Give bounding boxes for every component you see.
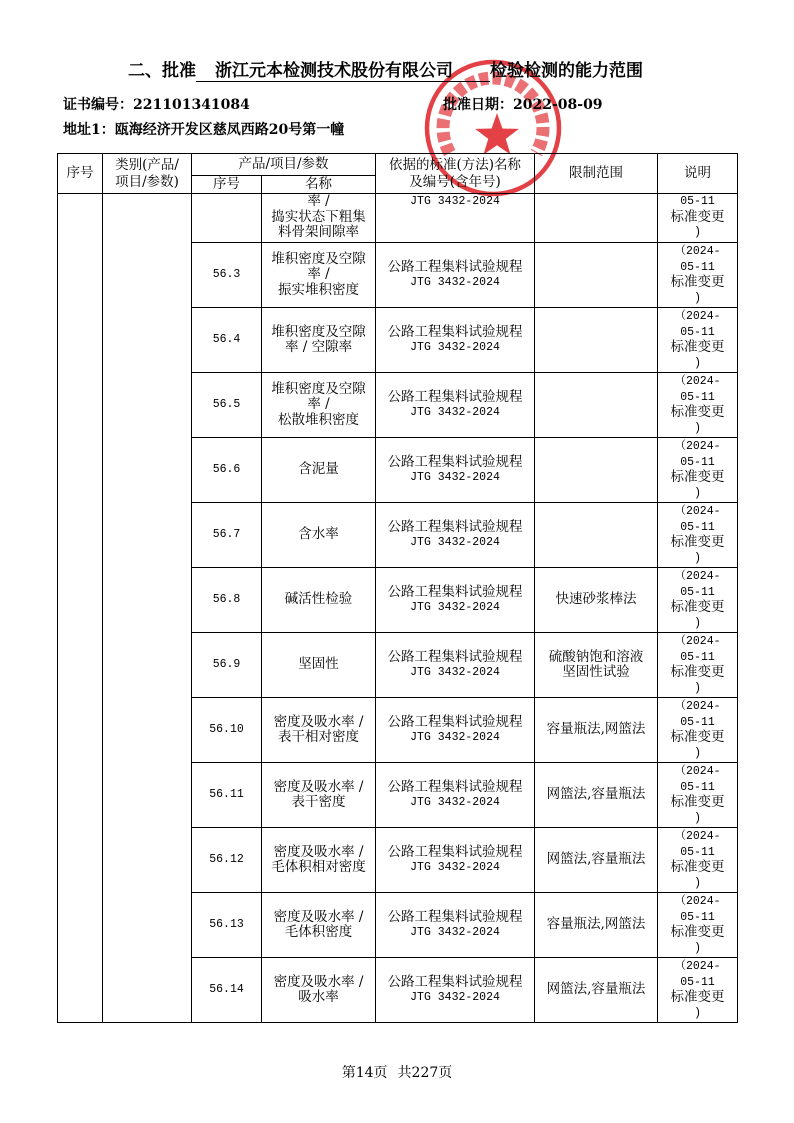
limit-cell (535, 373, 658, 438)
note-line: 标准变更 (670, 534, 725, 550)
header-category (103, 154, 192, 194)
note-cell (658, 893, 738, 958)
seal-lettering (443, 78, 543, 153)
note-line: 05-11 (680, 585, 715, 599)
title-prefix: 二、批准 (128, 61, 196, 81)
item-seq-cell (192, 828, 262, 893)
item-name-line: 吸水率 (298, 989, 339, 1005)
table-header (58, 154, 738, 194)
note-line: （2024- (674, 895, 721, 908)
note-line: 标准变更 (670, 859, 725, 875)
note-cell (658, 698, 738, 763)
note-cell (658, 633, 738, 698)
page-total: 共227页 (397, 1065, 453, 1081)
item-name-line: 毛体积密度 (284, 924, 353, 940)
item-name-line: 坚固性 (298, 656, 339, 673)
note-line: 标准变更 (670, 339, 725, 355)
note-line: 05-11 (680, 715, 715, 729)
header-item-seq: 序号 (192, 176, 262, 194)
item-seq-line: 56.12 (209, 853, 244, 867)
standard-cell (376, 243, 535, 308)
item-name-line: 松散堆积密度 (278, 411, 359, 428)
note-line: （2024- (674, 505, 721, 518)
standard-cell (376, 633, 535, 698)
item-name-cell (262, 958, 376, 1023)
standard-cell (376, 763, 535, 828)
note-line: 05-11 (680, 975, 715, 989)
item-name-cell (262, 243, 376, 308)
standard-line: JTG 3432-2024 (410, 926, 500, 939)
item-seq-line: 56.5 (212, 398, 241, 412)
note-line: （2024- (674, 765, 721, 778)
header-seq: 序号 (58, 154, 103, 194)
standard-line: JTG 3432-2024 (410, 406, 500, 419)
item-seq-line: 56.7 (212, 528, 241, 542)
item-name-line: 振实堆积密度 (278, 281, 359, 298)
note-line: ) (694, 876, 701, 890)
note-cell (658, 568, 738, 633)
limit-cell (535, 698, 658, 763)
item-name-cell (262, 633, 376, 698)
standard-cell (376, 568, 535, 633)
note-line: （2024- (674, 310, 721, 323)
standard-cell (376, 503, 535, 568)
page-title (128, 60, 643, 82)
standard-cell (376, 308, 535, 373)
item-name-line: 堆积密度及空隙 (271, 380, 366, 397)
standard-line: JTG 3432-2024 (410, 861, 500, 874)
standard-line: 公路工程集料试验规程 (387, 973, 523, 990)
note-line: 05-11 (680, 390, 715, 404)
limit-cell (535, 958, 658, 1023)
limit-cell (535, 893, 658, 958)
note-line: （2024- (674, 245, 721, 258)
limit-line: 硫酸钠饱和溶液 (548, 648, 644, 665)
standard-cell (376, 438, 535, 503)
standard-line: 公路工程集料试验规程 (387, 908, 523, 925)
address-value: 瓯海经济开发区慈凤西路20号第一幢 (114, 122, 345, 138)
note-line: ) (694, 941, 701, 955)
standard-line: 公路工程集料试验规程 (387, 583, 523, 600)
limit-cell (535, 308, 658, 373)
item-name-line: 碱活性检验 (284, 591, 353, 608)
item-seq-cell (192, 568, 262, 633)
header-standard-line: 依据的标准(方法)名称 (388, 156, 522, 173)
item-name-cell (262, 893, 376, 958)
note-line: ) (694, 551, 701, 565)
limit-cell (535, 633, 658, 698)
note-line: 05-11 (680, 650, 715, 664)
note-line: 标准变更 (670, 989, 725, 1005)
item-seq-cell (192, 438, 262, 503)
standard-cell (376, 373, 535, 438)
note-line: （2024- (674, 830, 721, 843)
note-line: （2024- (674, 440, 721, 453)
note-line: ) (694, 811, 701, 825)
note-line: 05-11 (680, 455, 715, 469)
item-name-cell (262, 698, 376, 763)
header-category-line: 类别(产品/ (115, 156, 179, 173)
standard-line: 公路工程集料试验规程 (387, 713, 523, 730)
item-name-line: 密度及吸水率 / (273, 778, 364, 795)
limit-line: 网篮法,容量瓶法 (546, 981, 646, 998)
note-line: 05-11 (680, 520, 715, 534)
standard-cell (376, 698, 535, 763)
item-seq-line: 56.14 (209, 983, 244, 997)
group-category-cell (103, 194, 192, 1023)
item-seq-line: 56.4 (212, 333, 241, 347)
header-limit: 限制范围 (535, 154, 658, 194)
note-line: 05-11 (680, 260, 715, 274)
note-line: ) (694, 681, 701, 695)
item-name-cell (262, 568, 376, 633)
note-cell (658, 958, 738, 1023)
note-line: （2024- (674, 375, 721, 388)
standard-line: JTG 3432-2024 (410, 195, 500, 208)
note-line: 标准变更 (670, 208, 725, 225)
note-line: 05-11 (680, 325, 715, 339)
standard-line: 公路工程集料试验规程 (387, 388, 523, 405)
note-line: 05-11 (680, 910, 715, 924)
item-name-line: 表干相对密度 (278, 729, 359, 745)
page-footer (0, 1064, 794, 1082)
standard-cell (376, 958, 535, 1023)
item-name-line: 堆积密度及空隙 (271, 323, 366, 340)
item-seq-line: 56.11 (209, 788, 244, 802)
note-line: （2024- (674, 635, 721, 648)
item-seq-line: 56.9 (212, 658, 241, 672)
standard-line: 公路工程集料试验规程 (387, 518, 523, 535)
standard-line: JTG 3432-2024 (410, 601, 500, 614)
note-line: 标准变更 (670, 599, 725, 615)
item-name-line: 密度及吸水率 / (273, 908, 364, 925)
note-cell (658, 828, 738, 893)
address (63, 121, 344, 139)
limit-cell (535, 503, 658, 568)
note-line: 标准变更 (670, 274, 725, 290)
item-name-line: 料骨架间隙率 (278, 224, 359, 240)
note-line: ) (694, 1006, 701, 1020)
standard-line: JTG 3432-2024 (410, 731, 500, 744)
item-name-cell (262, 373, 376, 438)
limit-line: 坚固性试验 (562, 664, 630, 680)
limit-line: 容量瓶法,网篮法 (546, 721, 646, 738)
item-name-line: 含水率 (298, 526, 339, 543)
item-seq-line: 56.3 (212, 268, 241, 282)
note-cell (658, 503, 738, 568)
note-line: （2024- (674, 960, 721, 973)
address-label: 地址1： (63, 122, 115, 138)
limit-cell (535, 194, 658, 243)
note-line: 05-11 (680, 780, 715, 794)
certificate-number-label: 证书编号： (63, 97, 133, 113)
note-line: 标准变更 (670, 924, 725, 940)
item-seq-cell (192, 308, 262, 373)
item-name-line: 率 / (307, 396, 330, 413)
item-name-line: 密度及吸水率 / (273, 843, 364, 860)
note-cell (658, 438, 738, 503)
limit-cell (535, 243, 658, 308)
item-seq-cell (192, 503, 262, 568)
limit-line: 网篮法,容量瓶法 (546, 851, 646, 868)
note-line: ) (694, 486, 701, 500)
approval-date (443, 96, 603, 114)
item-seq-line: 56.13 (209, 918, 244, 932)
note-cell (658, 308, 738, 373)
note-line: ) (694, 356, 701, 370)
standard-cell (376, 828, 535, 893)
note-line: （2024- (674, 700, 721, 713)
note-line: （2024- (674, 570, 721, 583)
item-seq-cell (192, 763, 262, 828)
note-line: 标准变更 (670, 794, 725, 810)
item-name-line: 率 / (307, 266, 330, 283)
note-cell (658, 243, 738, 308)
approval-date-value: 2022-08-09 (513, 97, 603, 113)
header-category-line: 项目/参数) (115, 173, 179, 190)
item-seq-cell (192, 893, 262, 958)
certificate-number-value: 221101341084 (133, 97, 250, 113)
header-standard (376, 154, 535, 194)
item-name-cell (262, 308, 376, 373)
note-line: ) (694, 226, 701, 239)
item-name-line: 率 / (307, 193, 330, 209)
item-name-line: 密度及吸水率 / (273, 713, 364, 730)
standard-line: 公路工程集料试验规程 (387, 258, 523, 275)
standard-line: JTG 3432-2024 (410, 536, 500, 549)
table-row (58, 194, 738, 243)
item-name-line: 含泥量 (298, 461, 339, 478)
header-standard-line: 及编号(含年号) (409, 173, 501, 190)
limit-cell (535, 438, 658, 503)
item-seq-cell (192, 958, 262, 1023)
note-line: 标准变更 (670, 729, 725, 745)
note-line: 标准变更 (670, 469, 725, 485)
standard-cell (376, 893, 535, 958)
header-row (58, 154, 738, 176)
item-name-line: 捣实状态下粗集 (271, 208, 366, 225)
note-line: 标准变更 (670, 404, 725, 420)
standard-line: 公路工程集料试验规程 (387, 648, 523, 665)
page-number: 第14页 (341, 1065, 388, 1081)
note-line: ) (694, 421, 701, 435)
item-name-cell (262, 194, 376, 243)
item-seq-cell (192, 698, 262, 763)
standard-line: JTG 3432-2024 (410, 666, 500, 679)
item-seq-cell (192, 194, 262, 243)
item-name-line: 表干密度 (291, 794, 346, 810)
limit-line: 快速砂浆棒法 (555, 591, 637, 608)
capability-table (57, 153, 738, 1023)
header-note: 说明 (658, 154, 738, 194)
company-name: 浙江元本检测技术股份有限公司 (196, 61, 490, 82)
item-name-cell (262, 438, 376, 503)
standard-line: JTG 3432-2024 (410, 796, 500, 809)
note-cell (658, 373, 738, 438)
item-seq-line: 56.8 (212, 593, 241, 607)
note-line: 05-11 (680, 195, 715, 208)
limit-cell (535, 828, 658, 893)
item-seq-line: 56.10 (209, 723, 244, 737)
standard-line: JTG 3432-2024 (410, 471, 500, 484)
standard-line: 公路工程集料试验规程 (387, 843, 523, 860)
standard-line: 公路工程集料试验规程 (387, 453, 523, 470)
item-seq-cell (192, 373, 262, 438)
standard-line: JTG 3432-2024 (410, 276, 500, 289)
seal-star-icon (475, 113, 519, 155)
note-line: 标准变更 (670, 664, 725, 680)
item-seq-line: 56.6 (212, 463, 241, 477)
standard-line: JTG 3432-2024 (410, 341, 500, 354)
standard-line: 公路工程集料试验规程 (387, 323, 523, 340)
item-seq-cell (192, 243, 262, 308)
table-body (58, 194, 738, 1023)
item-name-line: 毛体积相对密度 (271, 859, 366, 875)
approval-date-label: 批准日期： (443, 97, 513, 113)
limit-cell (535, 568, 658, 633)
title-suffix: 检验检测的能力范围 (490, 61, 643, 81)
item-name-cell (262, 763, 376, 828)
note-line: ) (694, 616, 701, 630)
standard-line: JTG 3432-2024 (410, 991, 500, 1004)
item-name-cell (262, 828, 376, 893)
limit-line: 网篮法,容量瓶法 (546, 786, 646, 803)
header-item-name: 名称 (262, 176, 376, 194)
note-line: ) (694, 746, 701, 760)
item-seq-cell (192, 633, 262, 698)
certificate-number (63, 96, 250, 114)
limit-line: 容量瓶法,网篮法 (546, 916, 646, 933)
header-item-group: 产品/项目/参数 (192, 154, 376, 176)
item-name-line: 堆积密度及空隙 (271, 250, 366, 267)
group-seq-cell (58, 194, 103, 1023)
note-cell (658, 194, 738, 243)
item-name-cell (262, 503, 376, 568)
note-cell (658, 763, 738, 828)
item-name-line: 率 / 空隙率 (284, 339, 353, 355)
limit-cell (535, 763, 658, 828)
note-line: ) (694, 291, 701, 305)
standard-cell (376, 194, 535, 243)
standard-line: 公路工程集料试验规程 (387, 778, 523, 795)
note-line: 05-11 (680, 845, 715, 859)
item-name-line: 密度及吸水率 / (273, 973, 364, 990)
